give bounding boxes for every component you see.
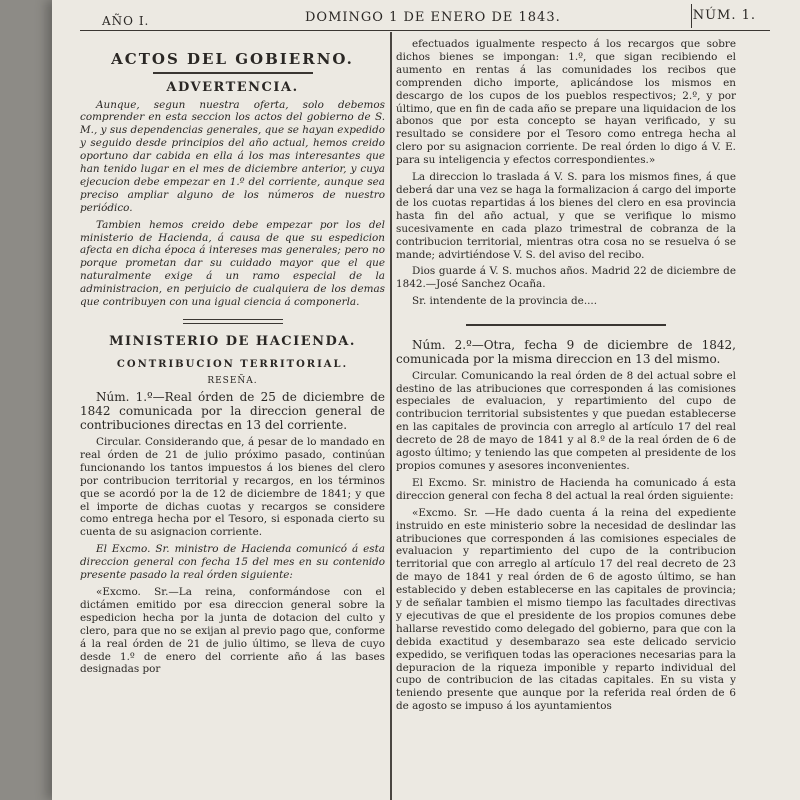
title-rule (153, 72, 313, 74)
masthead (80, 2, 770, 31)
right-paragraph-4: Sr. intendente de la provincia de.... (412, 295, 598, 308)
advert-paragraph-2: Tambien hemos creido debe empezar por los del ministerio de Hacienda, á causa de que su espedicion afecta en dicha época á intereses mas generales; pero no porque prometan dar su cuidado mayor que el que naturalmente exige á un ramo especial de la administracion, en perjuicio de cualquiera de los demas que contribuyen con una igual ciencia á componerla. (80, 218, 385, 309)
right-paragraph-2: La direccion lo traslada á V. S. para los mismos fines, á que deberá dar una vez se haga la formalizacion á cargo del importe de los cuotas repartidas á los bienes del clero en esa provincia hasta fin del año actual, y que se verifique lo mismo sucesivamente en cada plazo trimestral de cobranza de la contribucion territorial, mientras otra cosa no se resuelva ó se mande; advirtiéndose V. S. del aviso del recibo. (396, 171, 736, 261)
advert-title: ADVERTENCIA. (166, 79, 299, 95)
ministry-title: MINISTERIO DE HACIENDA. (109, 334, 356, 349)
advert-paragraph-1: Aunque, segun nuestra oferta, solo debemos comprender en esta seccion los actos del gobierno de S. M., y sus dependencias generales, que se hayan expedido y seguido desde principios del año actual, hemos creido oportuno dar cabida en ella á los mas interesantes que han tenido lugar en el mes de diciembre anterior, y cuya ejecucion debe empezar en 1.º del corriente, aunque sea preciso ampliar alguno de los números de nuestro periódico. (80, 98, 385, 214)
masthead-date: DOMINGO 1 DE ENERO DE 1843. (305, 10, 561, 25)
num1-heading: Núm. 1.º—Real órden de 25 de diciembre de 1842 comunicada por la direccion general de contribuciones directas en 13 del corriente. (80, 390, 385, 432)
masthead-number: NÚM. 1. (692, 8, 756, 23)
ornament-rule (183, 319, 283, 324)
contrib-title: CONTRIBUCION TERRITORIAL. (116, 359, 349, 370)
left-column (80, 38, 385, 680)
column-divider (390, 32, 392, 800)
masthead-year: AÑO I. (102, 14, 150, 28)
newspaper-page (52, 0, 800, 800)
right-column (396, 38, 736, 717)
section-title: ACTOS DEL GOBIERNO. (111, 50, 354, 68)
contrib-subtitle: RESEÑA. (207, 376, 258, 386)
excmo2-paragraph: «Excmo. Sr.—La reina, conformándose con el dictámen emitido por esa direccion general sobre la espedicion hecha por la junta de dotacion del culto y clero, para que no se exijan al previo pago que, conforme á la real órden de 21 de julio último, se lleva de cuyo desde 1.º de enero del corriente año á las bases designadas por (80, 585, 385, 676)
right-paragraph-1: efectuados igualmente respecto á los recargos que sobre dichos bienes se impongan: 1.º, que sigan recibiendo el aumento en rentas á las comunidades los recibos que comprenden dicho importe, aplicándose los mismos en descargo de los cupos de los pueblos respectivos; 2.º, y por último, que en fin de cada año se prepare una liquidacion de los abonos que por esta concepto se hayan verificado, y su resultado se considere por el Tesoro como entrega hecha al clero por su asignacion corriente. De real órden lo digo á V. E. para su inteligencia y efectos correspondientes.» (396, 38, 736, 167)
circular1-paragraph: Circular. Considerando que, á pesar de lo mandado en real órden de 21 de julio próximo pasado, continúan funcionando los tantos impuestos á los bienes del clero por contribucion territorial y recargos, en los términos que se acordó por la de 12 de diciembre de 1841; y que el importe de dichas cuotas y recargos se considere como entrega hecha por el Tesoro, si esponada cierto su cuenta de su asignacion corriente. (80, 436, 385, 539)
num2-heading: Núm. 2.º—Otra, fecha 9 de diciembre de 1842, comunicada por la misma direccion en 13 del mismo. (396, 337, 736, 366)
right-paragraph-6: «Excmo. Sr. —He dado cuenta á la reina del expediente instruido en este ministerio sobre la necesidad de deslindar las atribuciones que corresponden á las comisiones especiales de evaluacion y repartimiento del cupo de la contribucion territorial que con arreglo al artículo 17 del real decreto de 23 de mayo de 1841 y real órden de 6 de agosto último, se han establecido y deben establecerse en las capitales de provincia; y de señalar tambien el mismo tiempo las facultades directivas y ejecutivas de que el presidente de los propios comunes debe hallarse revestido como delegado del gobierno, para que con la debida exactitud y desembarazo sea este delicado servicio expedido, se verifiquen todas las operaciones necesarias para la depuracion de la riqueza imponible y reparto individual del cupo de contribucion de las citadas capitales. En su vista y teniendo presente que aunque por la referida real órden de 6 de agosto se impuso á los ayuntamientos (396, 506, 736, 713)
right-paragraph-5: El Excmo. Sr. ministro de Hacienda ha comunicado á esta direccion general con fecha 8 del actual la real órden siguiente: (396, 476, 736, 502)
circular2-paragraph: Circular. Comunicando la real órden de 8 del actual sobre el destino de las atribuciones que corresponden á las comisiones especiales de evaluacion, y repartimiento del cupo de contribucion territorial subsistentes y que puedan establecerse en las capitales de provincia con arreglo al artículo 17 del real decreto de 28 de mayo de 1841 y al 8.º de la real órden de 6 de agosto último; y teniendo las que competen al presidente de los propios comunes y asesores inconvenientes. (396, 369, 736, 472)
right-paragraph-3: Dios guarde á V. S. muchos años. Madrid 22 de diciembre de 1842.—José Sanchez Ocaña. (396, 265, 736, 291)
section-rule (466, 324, 666, 326)
excmo1-paragraph: El Excmo. Sr. ministro de Hacienda comunicó á esta direccion general con fecha 15 del mes en su contenido presente pasado la real órden siguiente: (80, 543, 385, 582)
